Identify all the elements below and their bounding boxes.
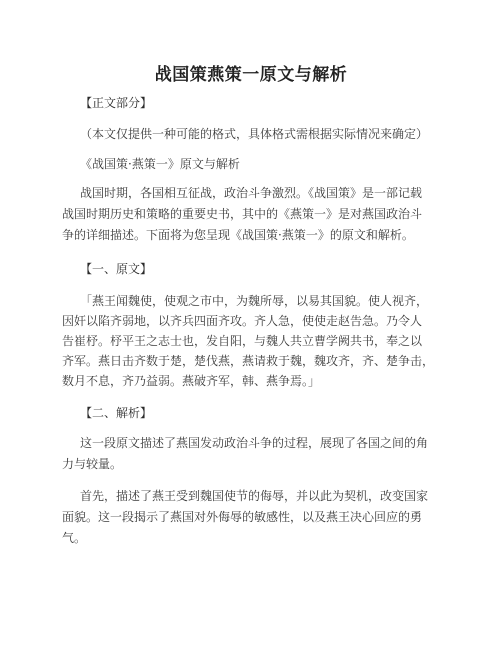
section-heading-main: 【正文部分】 — [80, 96, 153, 110]
paragraph-line: 战国时期，各国相互征战，政治斗争激烈。《战国策》是一部记载 — [80, 186, 423, 200]
section-heading-analysis: 【二、解析】 — [80, 406, 153, 420]
paragraph-line: 因奸以陷齐弱地，以齐兵四面齐攻。齐人急，使使走赵告急。乃令人 — [62, 314, 423, 328]
paragraph-line: 告崔杼。杼平王之志士也，发自阳，与魏人共立曹学阙共书，奉之以 — [62, 334, 423, 348]
paragraph-line: 力与较量。 — [62, 457, 123, 471]
paragraph-line: 气。 — [62, 531, 87, 545]
paragraph-line: 齐军。燕日击齐数于楚，楚伐燕，燕请救于魏，魏攻齐，齐、楚争击， — [62, 354, 435, 368]
paragraph-line: 「燕王闻魏使，使观之市中，为魏所辱，以易其国貌。使人视齐， — [80, 294, 429, 308]
page-title: 战国策燕策一原文与解析 — [154, 65, 348, 85]
paragraph-line: 首先，描述了燕王受到魏国使节的侮辱，并以此为契机，改变国家 — [80, 489, 429, 503]
section-heading-original: 【一、原文】 — [80, 262, 153, 276]
format-note: （本文仅提供一种可能的格式，具体格式需根据实际情况来确定） — [80, 127, 429, 141]
subtitle: 《战国策·燕策一》原文与解析 — [80, 157, 240, 171]
paragraph-line: 数月不息，齐乃益弱。燕破齐军，韩、燕争焉。」 — [62, 374, 321, 388]
paragraph-line: 争的详细描述。下面将为您呈现《战国策·燕策一》的原文和解析。 — [62, 228, 414, 242]
paragraph-line: 这一段原文描述了燕国发动政治斗争的过程，展现了各国之间的角 — [80, 436, 429, 450]
paragraph-line: 面貌。这一段揭示了燕国对外侮辱的敏感性，以及燕王决心回应的勇 — [62, 510, 423, 524]
paragraph-line: 战国时期历史和策略的重要史书，其中的《燕策一》是对燕国政治斗 — [62, 207, 423, 221]
